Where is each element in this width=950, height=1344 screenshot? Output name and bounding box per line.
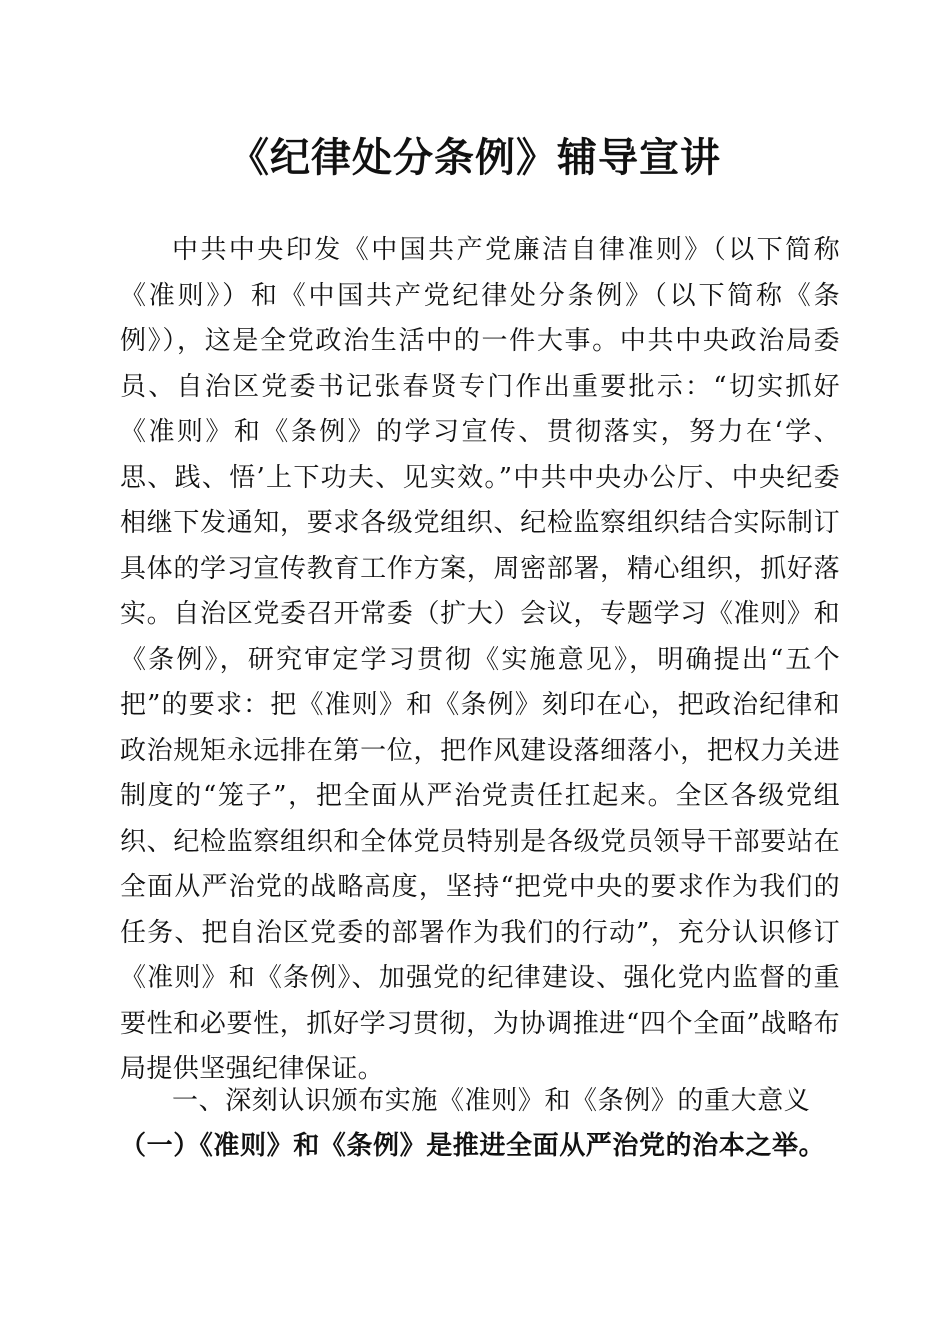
section-heading: 一、深刻认识颁布实施《准则》和《条例》的重大意义	[172, 1086, 811, 1116]
document-title: 《纪律处分条例》辅导宣讲	[229, 135, 721, 181]
intro-paragraph: 中共中央印发《中国共产党廉洁自律准则》（以下简称《准则》）和《中国共产党纪律处分条例》（以下简称《条例》），这是全党政治生活中的一件大事。中共中央政治局委员、自治区党委书记张春贤专门作出重要批示：“切实抓好《准则》和《条例》的学习宣传、贯彻落实，努力在‘学、思、践、悟’上下功夫、见实效。”中共中央办公厅、中央纪委相继下发通知，要求各级党组织、纪检监察组织结合实际制订具体的学习宣传教育工作方案，周密部署，精心组织，抓好落实。自治区党委召开常委（扩大）会议，专题学习《准则》和《条例》，研究审定学习贯彻《实施意见》，明确提出“五个把”的要求：把《准则》和《条例》刻印在心，把政治纪律和政治规矩永远排在第一位，把作风建设落细落小，把权力关进制度的“笼子”，把全面从严治党责任扛起来。全区各级党组织、纪检监察组织和全体党员特别是各级党员领导干部要站在全面从严治党的战略高度，坚持“把党中央的要求作为我们的任务、把自治区党委的部署作为我们的行动”，充分认识修订《准则》和《条例》、加强党的纪律建设、强化党内监督的重要性和必要性，抓好学习贯彻，为协调推进“四个全面”战略布局提供坚强纪律保证。	[120, 235, 840, 1084]
subsection-heading: （一）《准则》和《条例》是推进全面从严治党的治本之举。	[120, 1131, 826, 1161]
